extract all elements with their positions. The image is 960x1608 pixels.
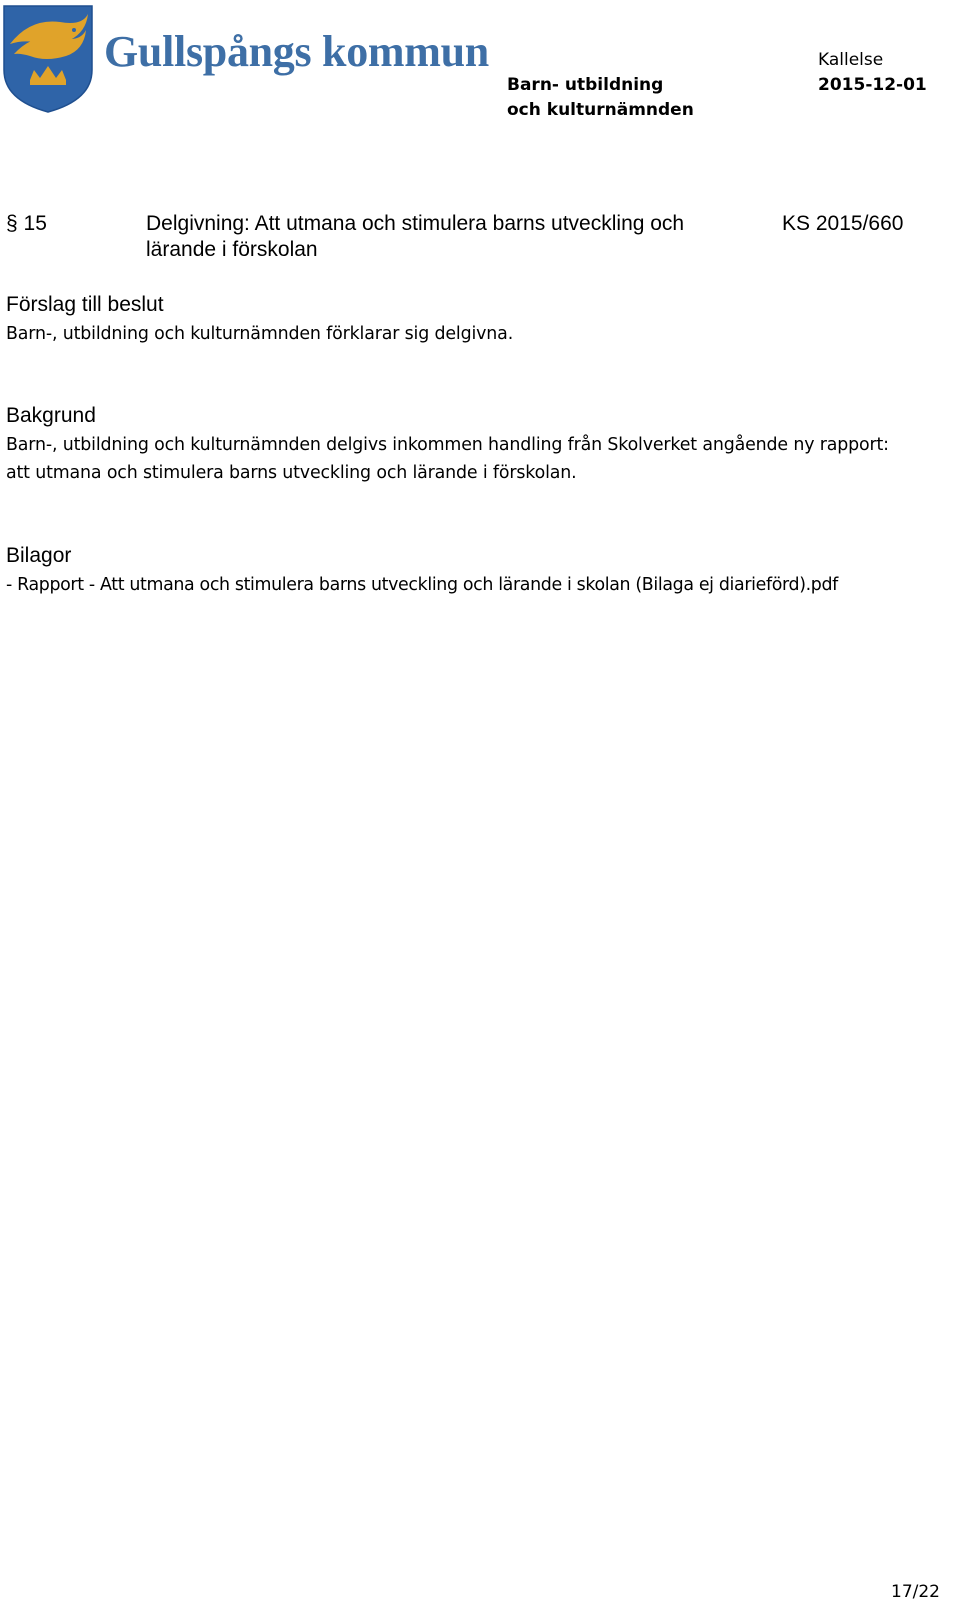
item-number: § 15 — [6, 212, 47, 235]
committee-name: Barn- utbildning och kulturnämnden — [507, 75, 694, 120]
municipality-brand-name: Gullspångs kommun — [104, 27, 489, 76]
background-heading: Bakgrund — [6, 404, 96, 427]
municipality-coat-of-arms-logo — [0, 0, 96, 114]
meeting-date: 2015-12-01 — [818, 75, 927, 95]
proposal-heading: Förslag till beslut — [6, 293, 164, 316]
case-number: KS 2015/660 — [782, 212, 904, 235]
page-number: 17/22 — [891, 1582, 940, 1602]
attachment-link[interactable]: - Rapport - Att utmana och stimulera barns utveckling och lärande i skolan (Bilaga ej diarieförd).pdf — [6, 575, 838, 595]
item-title: Delgivning: Att utmana och stimulera barns utveckling och lärande i förskolan — [146, 212, 685, 261]
background-text: Barn-, utbildning och kulturnämnden delgivs inkommen handling från Skolverket angående ny rapport: att utmana och stimulera barns utveckling och lärande i förskolan. — [6, 435, 889, 483]
attachments-heading: Bilagor — [6, 544, 72, 567]
document-type: Kallelse — [818, 50, 884, 70]
proposal-text: Barn-, utbildning och kulturnämnden förklarar sig delgivna. — [6, 324, 514, 344]
